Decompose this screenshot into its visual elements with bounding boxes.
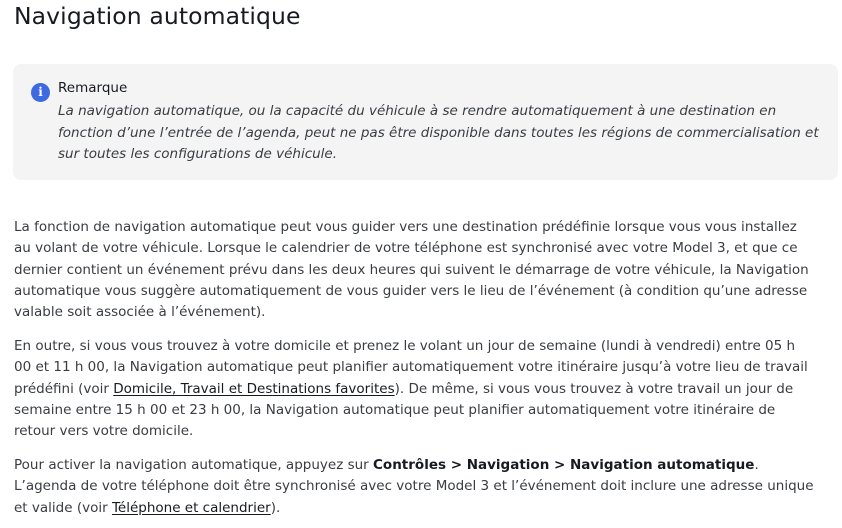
paragraph-home-work-text-end: ). De même, si vous vous trouvez à votre travail un jour de semaine entre 15 h 00 et 23 h 00, la Navigation automatique peut planifier automatiquement votre itinéraire de retour vers votre domicile. bbox=[14, 380, 794, 440]
note-text: La navigation automatique, ou la capacité du véhicule à se rendre automatiquement à une destination en fonction d’une l’entrée de l’agenda, peut ne pas être disponible dans toutes les régions de commercialisation et sur toutes les configurations de véhicule. bbox=[58, 103, 819, 162]
paragraph-activation-text-middle: . L’agenda de votre téléphone doit être synchronisé avec votre Model 3 et l’événement doit inclure une adresse unique et valide (voir bbox=[14, 457, 814, 516]
note-heading: Remarque bbox=[58, 80, 128, 96]
paragraph-home-work-text: En outre, si vous vous trouvez à votre domicile et prenez le volant un jour de semaine (lundi à vendredi) entre 05 h 00 et 11 h 00, la Navigation automatique peut planifier automatiquement votre itinéraire jusqu’à votre lieu de travail prédéfini (voir bbox=[14, 338, 808, 397]
info-icon: i bbox=[31, 83, 50, 102]
paragraph-activation-text-end: ). bbox=[270, 499, 281, 516]
page-title: Navigation automatique bbox=[14, 2, 301, 30]
link-phone-calendar[interactable]: Téléphone et calendrier bbox=[111, 499, 271, 516]
paragraph-activation bbox=[14, 455, 814, 519]
paragraph-intro: La fonction de navigation automatique peut vous guider vers une destination prédéfinie lorsque vous vous installez au volant de votre véhicule. Lorsque le calendrier de votre téléphone est synchronisé avec votre Model 3, et que ce dernier contient un événement prévu dans les deux heures qui suivent le démarrage de votre véhicule, la Navigation automatique vous suggère automatiquement de vous guider vers le lieu de l’événement (à condition qu’une adresse valable soit associée à l’événement). bbox=[14, 219, 809, 321]
paragraph-home-work bbox=[14, 336, 814, 442]
link-home-work-favorites[interactable]: Domicile, Travail et Destinations favorites bbox=[113, 380, 395, 397]
controls-navigation-path: Contrôles > Navigation > Navigation automatique bbox=[373, 457, 755, 473]
note-callout bbox=[13, 64, 838, 180]
paragraph-activation-text: Pour activer la navigation automatique, appuyez sur bbox=[14, 457, 374, 473]
